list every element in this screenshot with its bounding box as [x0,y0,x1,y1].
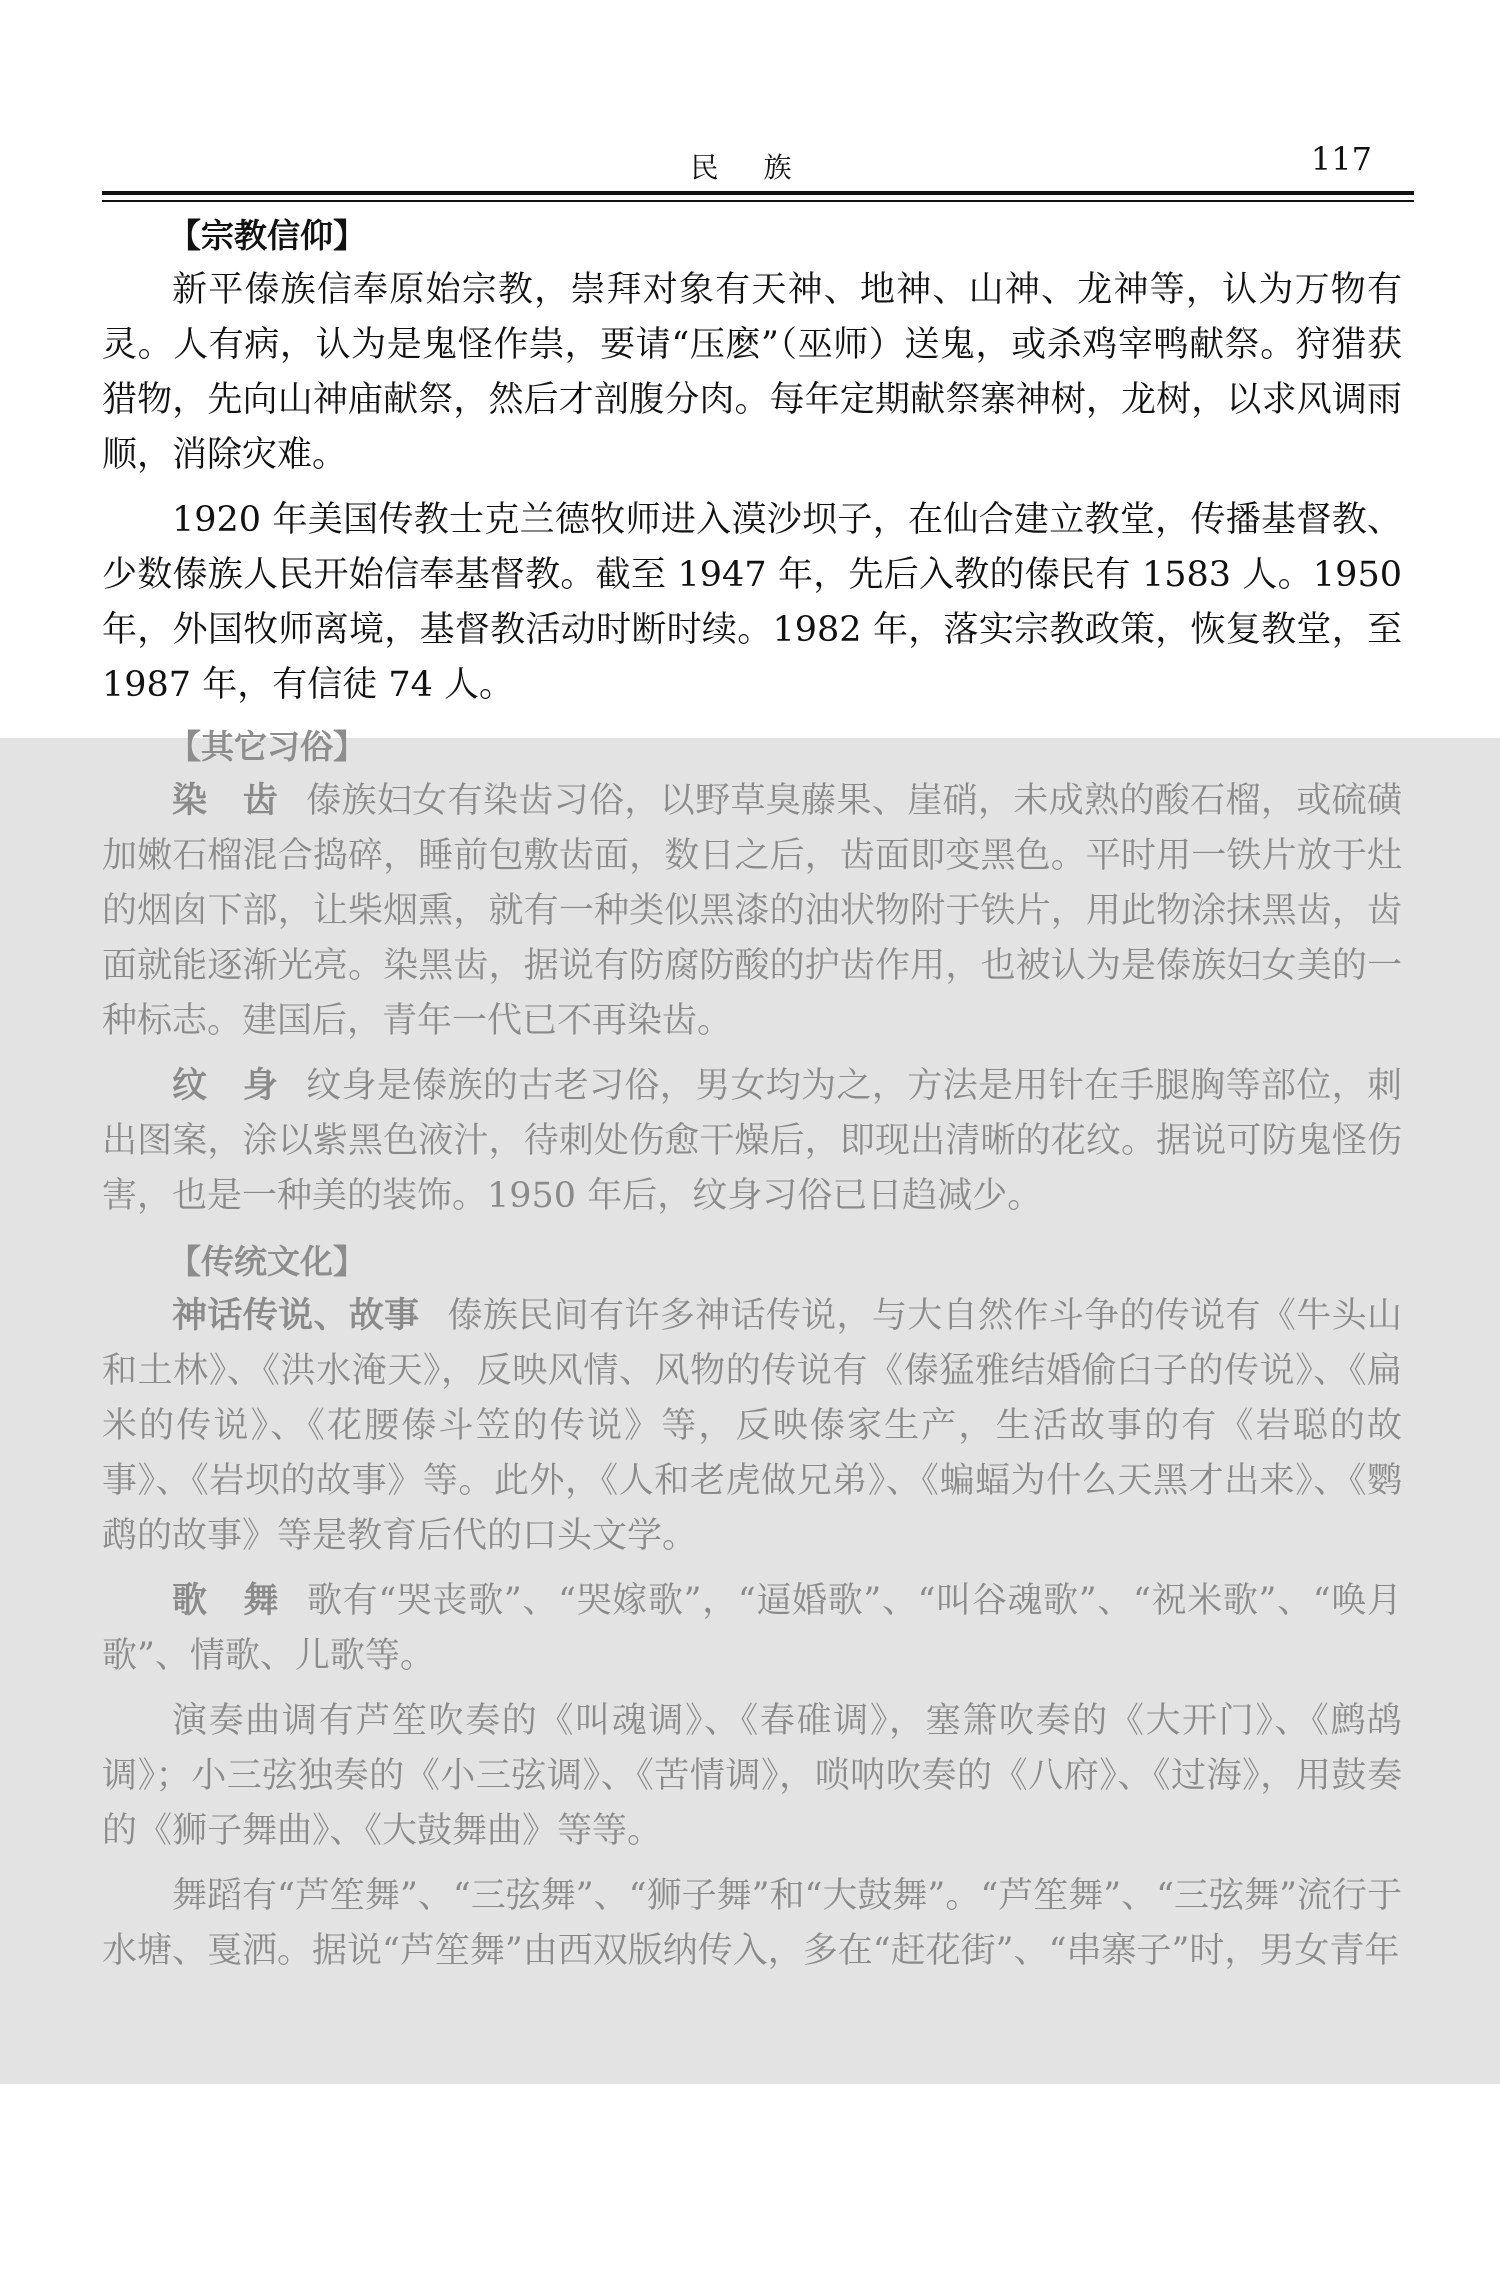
culture-item-songs-lead: 歌 舞 [172,1581,279,1621]
culture-item-myths [102,1289,1402,1564]
religion-paragraph-2: 1920 年美国传教士克兰德牧师进入漠沙坝子，在仙合建立教堂，传播基督教、少数傣族人民开始信奉基督教。截至 1947 年，先后入教的傣民有 1583 人。1950 年，外国牧师离境，基督教活动时断时续。1982 年，落实宗教政策，恢复教堂，至 1987 年，有信徒 74 人。 [102,500,1402,705]
customs-item-teeth-text: 傣族妇女有染齿习俗，以野草臭藤果、崖硝，未成熟的酸石榴，或硫磺加嫩石榴混合捣碎，睡前包敷齿面，数日之后，齿面即变黑色。平时用一铁片放于灶的烟囱下部，让柴烟熏，就有一种类似黑漆的油状物附于铁片，用此物涂抹黑齿，齿面就能逐渐光亮。染黑齿，据说有防腐防酸的护齿作用，也被认为是傣族妇女美的一种标志。建国后，青年一代已不再染齿。 [102,781,1402,1041]
culture-item-music [102,1694,1402,1859]
customs-item-teeth-lead: 染 齿 [172,781,279,821]
culture-item-myths-lead: 神话传说、故事 [172,1296,420,1336]
culture-item-myths-text: 傣族民间有许多神话传说，与大自然作斗争的传说有《牛头山和土林》、《洪水淹天》，反映风情、风物的传说有《傣猛雅结婚偷臼子的传说》、《扁米的传说》、《花腰傣斗笠的传说》等，反映傣家生产，生活故事的有《岩聪的故事》、《岩坝的故事》等。此外，《人和老虎做兄弟》、《蝙蝠为什么天黑才出来》、《鹦鹉的故事》等是教育后代的口头文学。 [102,1296,1402,1556]
culture-item-dance [102,1869,1402,1979]
header-rule-thick [102,191,1414,195]
customs-heading: 【其它习俗】 [168,727,366,766]
customs-item-tattoo-text: 纹身是傣族的古老习俗，男女均为之，方法是用针在手腿胸等部位，刺出图案，涂以紫黑色液汁，待刺处伤愈干燥后，即现出清晰的花纹。据说可防鬼怪伤害，也是一种美的装饰。1950 年后，纹身习俗已日趋减少。 [102,1066,1402,1216]
page-body [102,208,1402,1979]
religion-paragraph-1: 新平傣族信奉原始宗教，崇拜对象有天神、地神、山神、龙神等，认为万物有灵。人有病，认为是鬼怪作祟，要请“压麽”（巫师）送鬼，或杀鸡宰鸭献祭。狩猎获猎物，先向山神庙献祭，然后才剖腹分肉。每年定期献祭寨神树，龙树，以求风调雨顺，消除灾难。 [102,270,1402,475]
religion-heading: 【宗教信仰】 [168,216,366,255]
faded-section [102,719,1402,1979]
culture-item-songs [102,1574,1402,1684]
page-number: 117 [1310,140,1372,178]
culture-heading: 【传统文化】 [168,1242,366,1281]
header-rule-thin [102,200,1414,202]
running-header: 民 族 [690,151,810,184]
culture-item-songs-text: 歌有“哭丧歌”、“哭嫁歌”，“逼婚歌”、“叫谷魂歌”、“祝米歌”、“唤月歌”、情歌、儿歌等。 [102,1581,1402,1676]
customs-item-tattoo-lead: 纹 身 [172,1066,279,1106]
customs-item-tattoo [102,1059,1402,1224]
culture-item-music-text: 演奏曲调有芦笙吹奏的《叫魂调》、《春碓调》，塞箫吹奏的《大开门》、《鹧鸪调》；小三弦独奏的《小三弦调》、《苦情调》，唢呐吹奏的《八府》、《过海》，用鼓奏的《狮子舞曲》、《大鼓舞曲》等等。 [102,1701,1402,1851]
customs-item-teeth [102,774,1402,1049]
culture-item-dance-text: 舞蹈有“芦笙舞”、“三弦舞”、“狮子舞”和“大鼓舞”。“芦笙舞”、“三弦舞”流行于水塘、戛洒。据说“芦笙舞”由西双版纳传入，多在“赶花街”、“串寨子”时，男女青年 [102,1876,1402,1971]
